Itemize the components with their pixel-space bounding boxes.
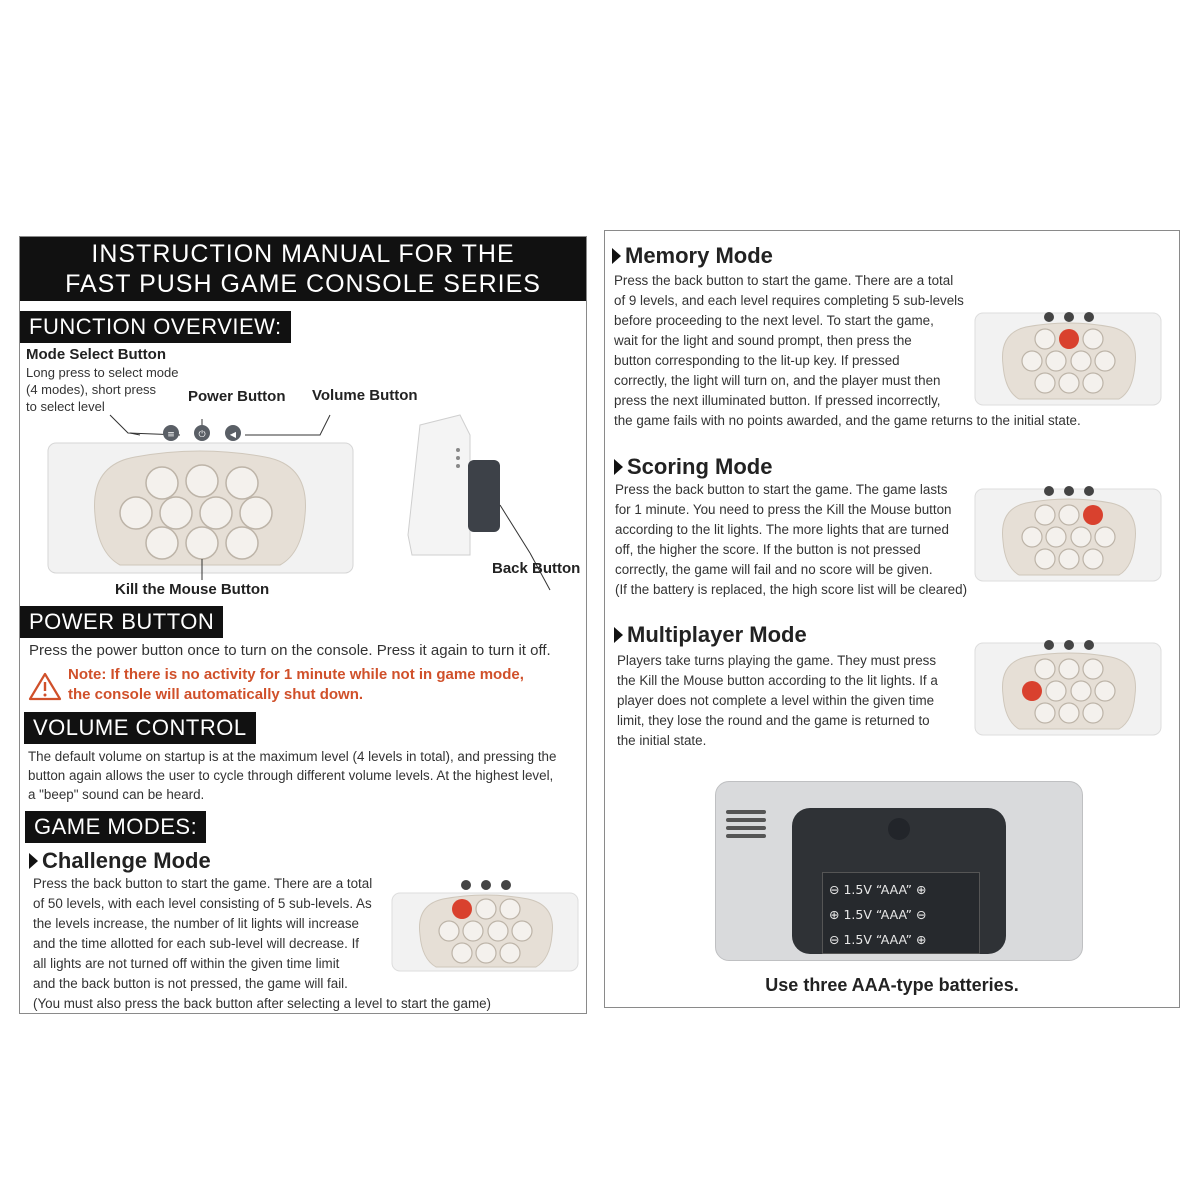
left-page bbox=[19, 236, 587, 1014]
title-line-1: INSTRUCTION MANUAL FOR THE bbox=[91, 240, 515, 268]
polarity-icon: ⊕ bbox=[916, 932, 927, 947]
battery-row bbox=[829, 877, 927, 902]
battery-voltage: 1.5V bbox=[843, 907, 872, 922]
multiplayer-mode-text bbox=[617, 651, 938, 751]
power-button-heading: POWER BUTTON bbox=[20, 606, 223, 638]
battery-voltage: 1.5V bbox=[843, 932, 872, 947]
polarity-icon: ⊖ bbox=[829, 882, 840, 897]
multiplayer-mode-title bbox=[614, 622, 807, 648]
scoring-line: according to the lit lights. The more lights that are turned bbox=[615, 522, 949, 537]
battery-slots bbox=[822, 872, 980, 954]
memory-line: the game fails with no points awarded, and the game returns to the initial state. bbox=[614, 413, 1081, 428]
lit-button bbox=[452, 899, 472, 919]
memory-line: correctly, the light will turn on, and the player must then bbox=[614, 373, 941, 388]
triangle-bullet-icon bbox=[614, 459, 623, 475]
speaker-grill-icon bbox=[726, 810, 766, 814]
volume-button-label: Volume Button bbox=[312, 387, 418, 404]
polarity-icon: ⊖ bbox=[916, 907, 927, 922]
mode-select-title: Mode Select Button bbox=[26, 346, 167, 363]
lit-button bbox=[1022, 681, 1042, 701]
game-modes-heading: GAME MODES: bbox=[25, 811, 206, 843]
manual-title bbox=[20, 237, 586, 301]
scoring-mode-title-text: Scoring Mode bbox=[627, 454, 773, 479]
polarity-icon: ⊕ bbox=[829, 907, 840, 922]
volume-line-2: button again allows the user to cycle through different volume levels. At the highest level, bbox=[28, 768, 554, 783]
memory-line: wait for the light and sound prompt, then press the bbox=[614, 333, 912, 348]
volume-line-3: a "beep" sound can be heard. bbox=[28, 787, 205, 802]
right-page bbox=[604, 230, 1180, 1008]
power-text: Press the power button once to turn on the console. Press it again to turn it off. bbox=[29, 642, 551, 659]
challenge-mode-title-text: Challenge Mode bbox=[42, 848, 211, 873]
triangle-bullet-icon bbox=[29, 853, 38, 869]
multiplayer-line: Players take turns playing the game. They must press bbox=[617, 653, 937, 668]
battery-type: “AAA” bbox=[875, 882, 913, 897]
screw-icon bbox=[888, 818, 910, 840]
volume-control-heading: VOLUME CONTROL bbox=[24, 712, 256, 744]
challenge-line: the levels increase, the number of lit lights will increase bbox=[33, 916, 359, 931]
memory-line: button corresponding to the lit-up key. If pressed bbox=[614, 353, 900, 368]
scoring-line: (If the battery is replaced, the high score list will be cleared) bbox=[615, 582, 968, 597]
svg-text:⏻: ⏻ bbox=[198, 430, 206, 440]
volume-line-1: The default volume on startup is at the maximum level (4 levels in total), and pressing the bbox=[28, 749, 557, 764]
scoring-line: for 1 minute. You need to press the Kill the Mouse button bbox=[615, 502, 952, 517]
polarity-icon: ⊕ bbox=[916, 882, 927, 897]
challenge-line: and the back button is not pressed, the game will fail. bbox=[33, 976, 348, 991]
svg-text:≡: ≡ bbox=[167, 430, 175, 440]
triangle-bullet-icon bbox=[612, 248, 621, 264]
scoring-line: off, the higher the score. If the button is not pressed bbox=[615, 542, 921, 557]
mode-select-desc-1: Long press to select mode bbox=[26, 365, 179, 380]
triangle-bullet-icon bbox=[614, 627, 623, 643]
battery-rows bbox=[829, 877, 927, 952]
challenge-mode-title bbox=[29, 848, 211, 874]
memory-line: before proceeding to the next level. To start the game, bbox=[614, 313, 934, 328]
battery-type: “AAA” bbox=[875, 932, 913, 947]
memory-mode-title-text: Memory Mode bbox=[625, 243, 773, 268]
memory-mode-title bbox=[612, 243, 773, 269]
back-button-label: Back Button bbox=[492, 560, 581, 577]
challenge-line: all lights are not turned off within the given time limit bbox=[33, 956, 340, 971]
scoring-mode-text bbox=[615, 480, 967, 600]
auto-shutdown-note bbox=[68, 665, 524, 705]
function-overview-heading: FUNCTION OVERVIEW: bbox=[20, 311, 291, 343]
memory-line: of 9 levels, and each level requires completing 5 sub-levels bbox=[614, 293, 964, 308]
memory-line: press the next illuminated button. If pressed incorrectly, bbox=[614, 393, 941, 408]
lit-button bbox=[1083, 505, 1103, 525]
volume-text bbox=[28, 747, 556, 804]
battery-type: “AAA” bbox=[875, 907, 913, 922]
scoring-line: correctly, the game will fail and no score will be given. bbox=[615, 562, 933, 577]
mode-select-desc-2: (4 modes), short press bbox=[26, 382, 157, 397]
multiplayer-line: player does not complete a level within the given time bbox=[617, 693, 935, 708]
power-button-label: Power Button bbox=[188, 388, 286, 405]
memory-line: Press the back button to start the game. There are a total bbox=[614, 273, 954, 288]
multiplayer-line: limit, they lose the round and the game is returned to bbox=[617, 713, 930, 728]
svg-text:◀: ◀ bbox=[229, 430, 237, 439]
battery-voltage: 1.5V bbox=[843, 882, 872, 897]
polarity-icon: ⊖ bbox=[829, 932, 840, 947]
challenge-console-image bbox=[388, 875, 582, 975]
memory-console-image bbox=[971, 305, 1165, 409]
volume-callout bbox=[245, 415, 330, 435]
multiplayer-console-image bbox=[971, 635, 1165, 739]
scoring-line: Press the back button to start the game. The game lasts bbox=[615, 482, 948, 497]
multiplayer-mode-title-text: Multiplayer Mode bbox=[627, 622, 807, 647]
battery-caption: Use three AAA-type batteries. bbox=[765, 975, 1019, 995]
mode-select-desc-3: to select level bbox=[26, 399, 105, 414]
note-line-1: Note: If there is no activity for 1 minute while not in game mode, bbox=[68, 666, 524, 683]
note-line-2: the console will automatically shut down. bbox=[68, 686, 364, 703]
scoring-mode-title bbox=[614, 454, 772, 480]
challenge-line: Press the back button to start the game. There are a total bbox=[33, 876, 373, 891]
battery-row bbox=[829, 902, 927, 927]
back-button bbox=[468, 460, 500, 532]
battery-row bbox=[829, 927, 927, 952]
scoring-console-image bbox=[971, 481, 1165, 585]
lit-button bbox=[1059, 329, 1079, 349]
challenge-line: and the time allotted for each sub-level will decrease. If bbox=[33, 936, 360, 951]
multiplayer-line: the Kill the Mouse button according to the lit lights. If a bbox=[617, 673, 938, 688]
kill-mouse-label: Kill the Mouse Button bbox=[115, 581, 270, 598]
warning-icon bbox=[28, 671, 62, 701]
challenge-line: of 50 levels, with each level consisting of 5 sub-levels. As bbox=[33, 896, 372, 911]
multiplayer-line: the initial state. bbox=[617, 733, 707, 748]
title-line-2: FAST PUSH GAME CONSOLE SERIES bbox=[65, 270, 541, 298]
battery-compartment-back bbox=[715, 781, 1083, 961]
battery-cover bbox=[792, 808, 1006, 954]
console-side-view bbox=[408, 415, 470, 555]
challenge-line: (You must also press the back button after selecting a level to start the game) bbox=[33, 996, 492, 1011]
